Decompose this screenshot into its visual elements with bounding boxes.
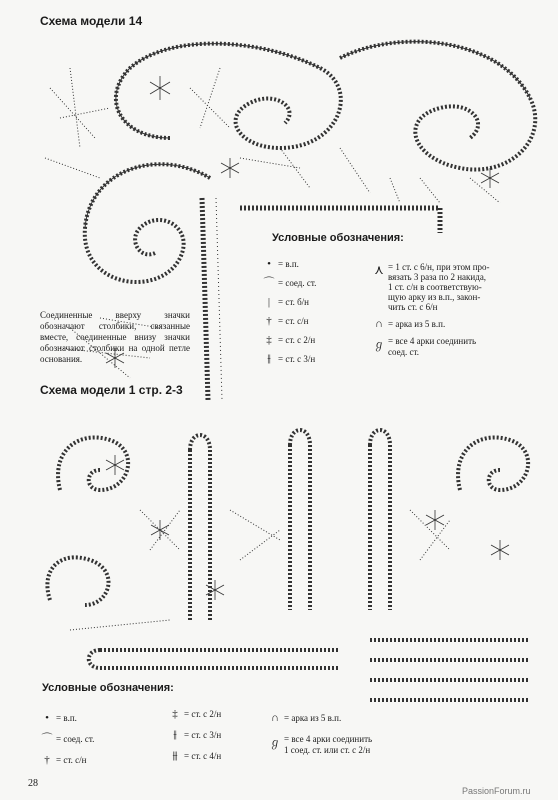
double-cross-icon: ‡ (266, 334, 272, 346)
dot-icon: • (267, 258, 271, 270)
dot-icon: • (45, 712, 49, 724)
legend-item: ‡ = ст. с 2/н (168, 708, 221, 720)
triple-cross-icon: ⫲ (173, 729, 177, 741)
scheme2-title: Схема модели 1 стр. 2-3 (40, 383, 183, 397)
scheme1-legend-left (262, 258, 316, 365)
scheme2-legend-col1 (40, 712, 94, 766)
legend-item: ⌒ = соед. ст. (41, 733, 95, 745)
legend-item: | = ст. б/н (262, 296, 316, 308)
legend-item: ‡ = ст. с 2/н (262, 334, 316, 346)
scheme1-title: Схема модели 14 (40, 14, 143, 28)
legend-item: ⋏ = 1 ст. с 6/н, при этом про- вязать 3 раза по 2 накида, 1 ст. с/н в соответствую- щую арку из в.п., закон- чить ст. с 6/н (372, 262, 542, 312)
legend-item: ∩ = арка из 5 в.п. (372, 318, 542, 330)
scheme1-legend-title: Условные обозначения: (272, 232, 404, 244)
single-cross-icon: † (266, 315, 272, 327)
triple-cross-icon: ⫲ (267, 353, 271, 365)
watermark: PassionForum.ru (462, 786, 531, 796)
legend-item: ⫲ = ст. с 3/н (168, 729, 221, 741)
join-icon: ℊ (269, 737, 281, 749)
legend-item: † = ст. с/н (262, 315, 316, 327)
arc-icon: ⌒ (41, 733, 53, 745)
scheme2-legend-col2 (168, 708, 221, 762)
chain-arc-icon: ∩ (375, 318, 383, 330)
legend-item: † = ст. с/н (40, 754, 94, 766)
legend-item: ℊ = все 4 арки соединить 1 соед. ст. или ст. с 2/н (269, 734, 373, 755)
arc-icon: ⌒ (263, 277, 275, 289)
scheme2-legend-title: Условные обозначения: (42, 682, 174, 694)
quad-cross-icon: ⫵ (172, 750, 178, 762)
legend-item: • = в.п. (40, 712, 94, 724)
fork-icon: ⋏ (374, 262, 384, 277)
crochet-diagram-model-1 (40, 410, 552, 710)
legend-item: ℊ = все 4 арки соединить соед. ст. (373, 336, 477, 357)
join-icon: ℊ (373, 339, 385, 351)
single-cross-icon: † (44, 754, 50, 766)
page-number: 28 (28, 778, 38, 789)
bar-icon: | (267, 296, 271, 308)
scheme1-legend-right (372, 262, 542, 358)
scheme2-legend-col3 (268, 712, 372, 756)
legend-item: ⌒ = соед. ст. (263, 277, 317, 289)
double-cross-icon: ‡ (172, 708, 178, 720)
chain-arc-icon: ∩ (271, 712, 279, 724)
legend-item: ∩ = арка из 5 в.п. (268, 712, 372, 724)
scheme1-note: Соединенные вверху значки обозначают столбики, связанные вместе, соединенные внизу значки обозначают столбики на одной петле основания. (40, 310, 190, 364)
legend-item: ⫵ = ст. с 4/н (168, 750, 221, 762)
legend-item: • = в.п. (262, 258, 316, 270)
legend-item: ⫲ = ст. с 3/н (262, 353, 316, 365)
